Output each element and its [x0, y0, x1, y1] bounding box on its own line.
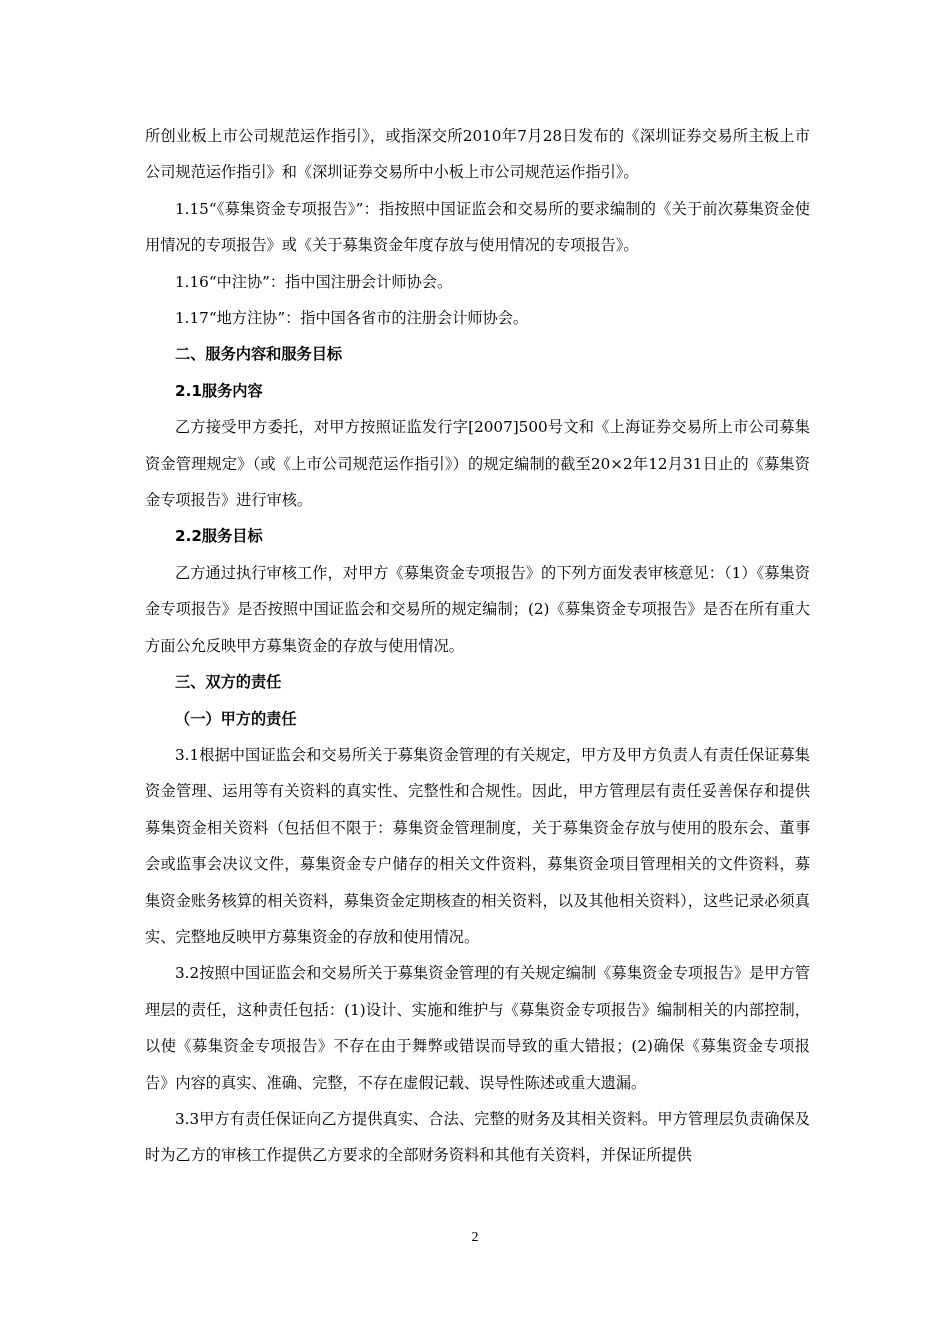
definition-1-17: 1.17“地方注协”：指中国各省市的注册会计师协会。	[175, 309, 529, 328]
section-2-2-text: 乙方通过执行审核工作，对甲方《募集资金专项报告》的下列方面发表审核意见：（1）《募集资金专项报告》是否按照中国证监会和交易所的规定编制；(2)《募集资金专项报告》是否在所有重大方面公允反映甲方募集资金的存放与使用情况。	[145, 563, 810, 655]
page-number: 2	[471, 1230, 479, 1245]
clause-3-3: 3.3甲方有责任保证向乙方提供真实、合法、完整的财务及其相关资料。甲方管理层负责确保及时为乙方的审核工作提供乙方要求的全部财务资料和其他有关资料，并保证所提供	[145, 1109, 810, 1165]
paragraph-continuation: 所创业板上市公司规范运作指引》，或指深交所2010年7月28日发布的《深圳证券交易所主板上市公司规范运作指引》和《深圳证券交易所中小板上市公司规范运作指引》。	[145, 127, 810, 182]
section-3-party-a-heading: （一）甲方的责任	[175, 709, 297, 728]
section-2-2-heading: 2.2服务目标	[175, 527, 263, 546]
definition-1-16: 1.16“中注协”：指中国注册会计师协会。	[175, 272, 453, 291]
section-2-1-text: 乙方接受甲方委托，对甲方按照证监发行字[2007]500号文和《上海证券交易所上市公司募集资金管理规定》（或《上市公司规范运作指引》）的规定编制的截至20×2年12月31日止的《募集资金专项报告》进行审核。	[145, 418, 810, 510]
clause-3-1: 3.1根据中国证监会和交易所关于募集资金管理的有关规定，甲方及甲方负责人有责任保证募集资金管理、运用等有关资料的真实性、完整性和合规性。因此，甲方管理层有责任妥善保存和提供募集资金相关资料（包括但不限于：募集资金管理制度，关于募集资金存放与使用的股东会、董事会或监事会决议文件，募集资金专户储存的相关文件资料，募集资金项目管理相关的文件资料，募集资金账务核算的相关资料，募集资金定期核查的相关资料，以及其他相关资料），这些记录必须真实、完整地反映甲方募集资金的存放和使用情况。	[145, 745, 810, 946]
section-2-1-heading: 2.1服务内容	[175, 381, 263, 400]
section-3-heading: 三、双方的责任	[175, 673, 282, 692]
clause-3-2: 3.2按照中国证监会和交易所关于募集资金管理的有关规定编制《募集资金专项报告》是甲方管理层的责任，这种责任包括：(1)设计、实施和维护与《募集资金专项报告》编制相关的内部控制，以使《募集资金专项报告》不存在由于舞弊或错误而导致的重大错报；(2)确保《募集资金专项报告》内容的真实、准确、完整，不存在虚假记载、误导性陈述或重大遗漏。	[145, 964, 810, 1092]
section-2-heading: 二、服务内容和服务目标	[175, 345, 343, 364]
document-body	[145, 118, 810, 1174]
definition-1-15: 1.15“《募集资金专项报告》”：指按照中国证监会和交易所的要求编制的《关于前次募集资金使用情况的专项报告》或《关于募集资金年度存放与使用情况的专项报告》。	[145, 199, 810, 255]
